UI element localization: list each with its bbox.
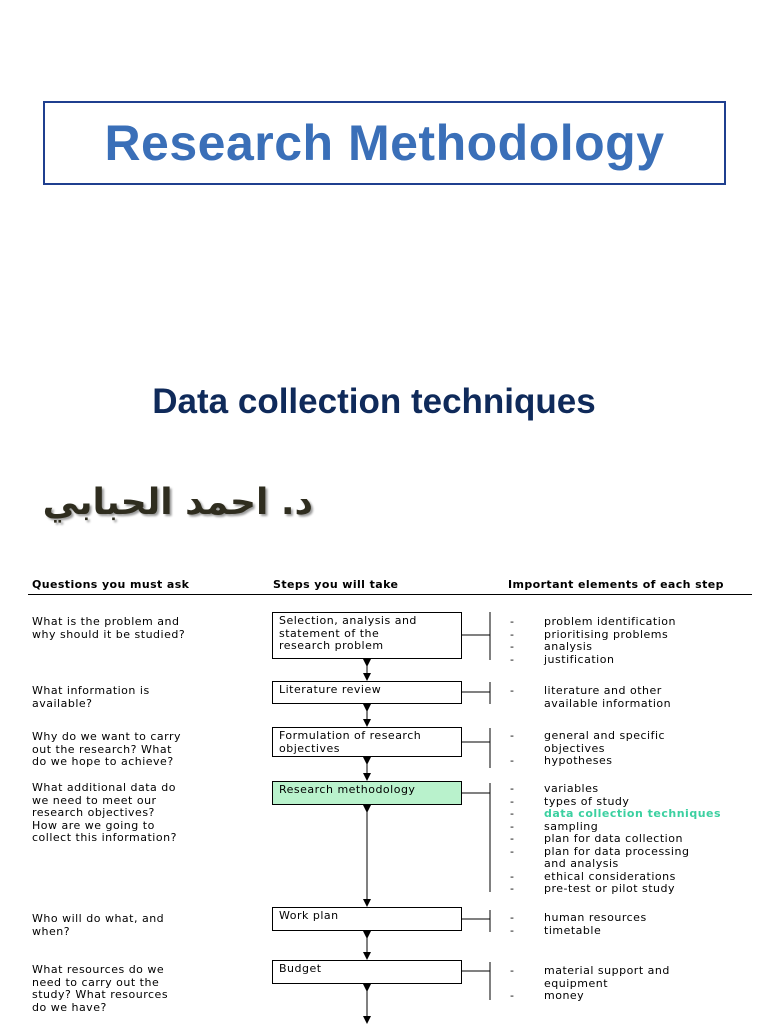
step-box-methodology: Research methodology xyxy=(272,781,462,805)
elements-objectives xyxy=(510,730,665,768)
element-dash: - xyxy=(510,923,515,937)
element-item xyxy=(510,685,671,698)
header-questions: Questions you must ask xyxy=(32,578,190,591)
question-budget: What resources do we need to carry out the study? What resources do we have? xyxy=(32,963,169,1014)
element-item xyxy=(510,978,670,991)
element-item xyxy=(510,833,721,846)
subtitle: Data collection techniques xyxy=(152,382,596,421)
element-dash: - xyxy=(510,964,515,977)
question-literature: What information is available? xyxy=(32,684,150,710)
element-item xyxy=(510,730,665,743)
step-box-problem: Selection, analysis and statement of the research problem xyxy=(272,612,462,659)
element-text: general and specific xyxy=(544,729,666,742)
header-elements: Important elements of each step xyxy=(508,578,724,591)
author-name: د. احمد الحبابي xyxy=(42,482,313,523)
elements-problem xyxy=(510,616,676,666)
elements-literature xyxy=(510,685,671,710)
element-text: available information xyxy=(544,696,672,710)
element-item xyxy=(510,912,647,925)
element-dash: - xyxy=(510,989,515,1002)
element-dash xyxy=(510,858,544,871)
element-item xyxy=(510,783,721,796)
element-text: analysis xyxy=(544,640,593,653)
step-box-workplan: Work plan xyxy=(272,907,462,931)
step-box-budget: Budget xyxy=(272,960,462,984)
element-dash: - xyxy=(510,684,515,697)
step-box-objectives: Formulation of research objectives xyxy=(272,727,462,757)
question-objectives: Why do we want to carry out the research? What do we hope to achieve? xyxy=(32,730,182,768)
title-box xyxy=(43,101,726,185)
element-text: money xyxy=(544,989,585,1002)
element-dash: - xyxy=(510,640,515,653)
element-dash: - xyxy=(510,754,515,767)
element-item xyxy=(510,990,670,1003)
element-text: justification xyxy=(544,652,615,666)
element-item xyxy=(510,965,670,978)
element-dash: - xyxy=(510,652,515,666)
element-dash xyxy=(510,743,544,756)
element-text: pre-test or pilot study xyxy=(544,882,676,895)
elements-budget xyxy=(510,965,670,1003)
element-item xyxy=(510,808,721,821)
element-text: literature and other xyxy=(544,684,662,697)
element-item xyxy=(510,925,647,938)
research-process-diagram xyxy=(0,570,768,1024)
element-item xyxy=(510,883,721,896)
element-dash: - xyxy=(510,844,515,858)
step-box-literature: Literature review xyxy=(272,681,462,704)
element-text: types of study xyxy=(544,794,630,808)
element-text: plan for data collection xyxy=(544,832,683,845)
element-text: equipment xyxy=(544,976,609,990)
element-dash: - xyxy=(510,911,515,924)
element-text: variables xyxy=(544,782,599,795)
element-dash xyxy=(510,698,544,711)
element-item xyxy=(510,629,676,642)
element-item xyxy=(510,698,671,711)
page-title: Research Methodology xyxy=(104,115,665,171)
element-dash: - xyxy=(510,729,515,742)
element-text-highlighted: data collection techniques xyxy=(544,807,722,820)
element-text: human resources xyxy=(544,911,647,924)
header-rule xyxy=(28,594,752,595)
element-item xyxy=(510,755,665,768)
element-dash: - xyxy=(510,819,515,833)
question-methodology: What additional data do we need to meet our research objectives? How are we going to collect this information? xyxy=(32,781,177,844)
element-dash: - xyxy=(510,832,515,845)
element-dash: - xyxy=(510,782,515,795)
element-dash: - xyxy=(510,807,515,820)
question-workplan: Who will do what, and when? xyxy=(32,912,165,938)
element-dash: - xyxy=(510,869,515,883)
element-dash: - xyxy=(510,615,515,628)
header-steps: Steps you will take xyxy=(273,578,399,591)
elements-methodology xyxy=(510,783,721,896)
element-dash: - xyxy=(510,794,515,808)
element-text: material support and xyxy=(544,964,670,977)
element-text: prioritising problems xyxy=(544,627,669,641)
element-item xyxy=(510,641,676,654)
element-dash xyxy=(510,978,544,991)
element-item xyxy=(510,858,721,871)
element-text: problem identification xyxy=(544,615,676,628)
element-text: objectives xyxy=(544,741,605,755)
element-text: and analysis xyxy=(544,857,619,870)
element-item xyxy=(510,616,676,629)
element-dash: - xyxy=(510,882,515,895)
element-text: plan for data processing xyxy=(544,844,690,858)
question-problem: What is the problem and why should it be studied? xyxy=(32,615,186,641)
element-text: ethical considerations xyxy=(544,869,676,883)
element-text: hypotheses xyxy=(544,754,613,767)
element-text: sampling xyxy=(544,819,599,833)
element-dash: - xyxy=(510,627,515,641)
elements-workplan xyxy=(510,912,647,937)
element-text: timetable xyxy=(544,923,602,937)
element-item xyxy=(510,654,676,667)
